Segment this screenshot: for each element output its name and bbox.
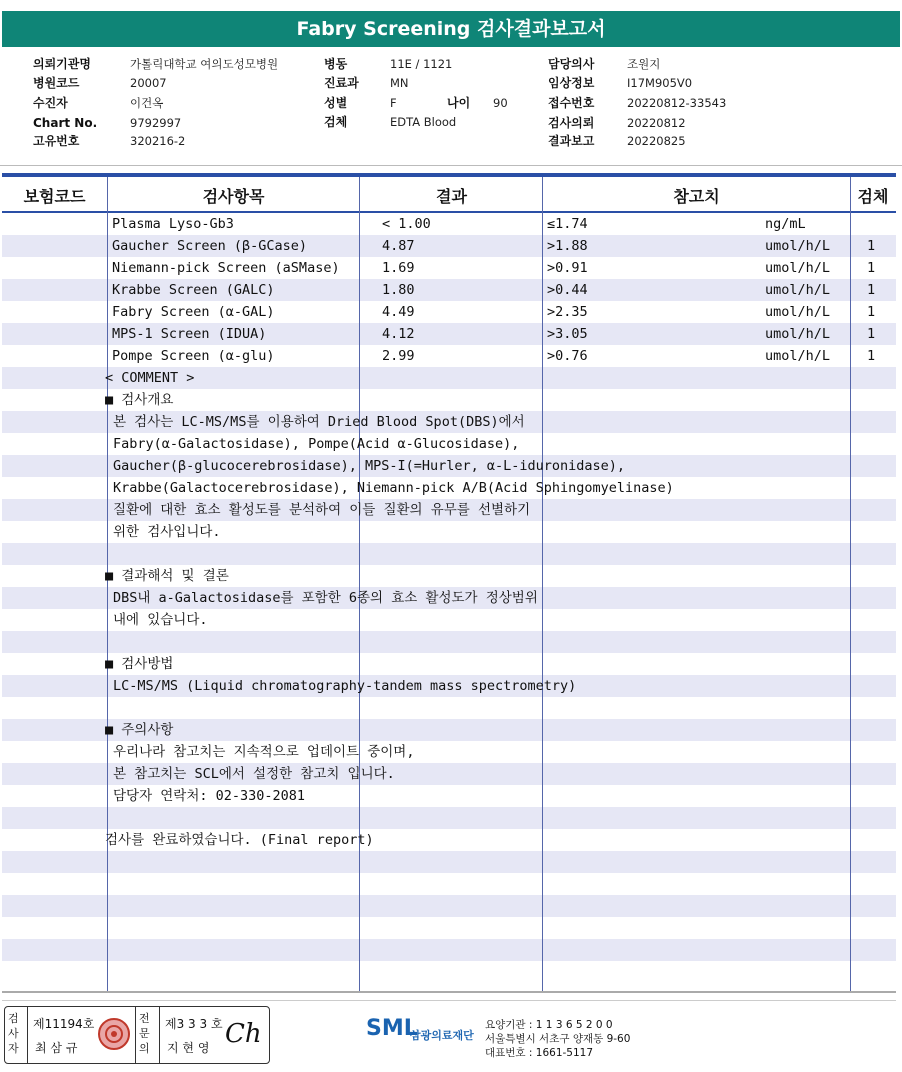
info-label: 검사의뢰: [548, 116, 595, 130]
result-table: [2, 173, 896, 991]
info-label: 의뢰기관명: [33, 57, 91, 71]
specimen-code: 1: [867, 304, 876, 320]
row-stripe: [2, 895, 896, 917]
comment-line: DBS내 a-Galactosidase를 포함한 6종의 효소 활성도가 정상범위: [113, 590, 538, 606]
header-specimen: 검체: [857, 187, 889, 206]
row-stripe: [2, 543, 896, 565]
reference-unit: umol/h/L: [765, 326, 831, 342]
info-label: 임상정보: [548, 76, 595, 90]
examiner-label: 검사자: [8, 1012, 19, 1055]
reference-value: >2.35: [547, 304, 588, 320]
reference-unit: umol/h/L: [765, 304, 831, 320]
specimen-code: 1: [867, 326, 876, 342]
info-value: EDTA Blood: [390, 115, 457, 129]
box-divider: [159, 1007, 160, 1063]
info-value: MN: [390, 76, 409, 90]
comment-line: ■ 주의사항: [105, 722, 174, 738]
box-divider: [27, 1007, 28, 1063]
test-item: MPS-1 Screen (IDUA): [112, 326, 267, 342]
reference-unit: umol/h/L: [765, 282, 831, 298]
info-value: 20220825: [627, 134, 686, 148]
info-label: 접수번호: [548, 96, 595, 110]
info-value: 이건옥: [130, 96, 164, 110]
test-result: 2.99: [382, 348, 415, 364]
info-value: 20220812: [627, 116, 686, 130]
org-name: 삼광의료재단: [410, 1029, 474, 1042]
row-stripe: [2, 851, 896, 873]
info-label: 병동: [324, 57, 348, 71]
box-divider: [135, 1007, 136, 1063]
header-result: 결과: [436, 187, 467, 206]
info-value: 20007: [130, 76, 167, 90]
comment-line: 위한 검사입니다.: [113, 524, 221, 540]
info-value: I17M905V0: [627, 76, 693, 90]
info-label: 병원코드: [33, 76, 80, 90]
info-label: 결과보고: [548, 134, 595, 148]
address: 서울특별시 서초구 양재동 9-60: [485, 1033, 631, 1045]
comment-line: 담당자 연락처: 02-330-2081: [113, 788, 306, 804]
sml-logo: SML: [366, 1016, 418, 1041]
specimen-code: 1: [867, 238, 876, 254]
info-label: 검체: [324, 115, 348, 129]
institution-code: 요양기관 : 1 1 3 6 5 2 0 0: [485, 1019, 613, 1031]
column-divider: [542, 177, 543, 991]
reference-value: >0.44: [547, 282, 588, 298]
test-item: Krabbe Screen (GALC): [112, 282, 275, 298]
comment-line: 본 참고치는 SCL에서 설정한 참고치 입니다.: [113, 766, 395, 782]
comment-line: 검사를 완료하였습니다. (Final report): [105, 832, 374, 848]
reference-value: >0.91: [547, 260, 588, 276]
info-value: 20220812-33543: [627, 96, 727, 110]
column-divider: [359, 177, 360, 991]
info-value: 320216-2: [130, 134, 186, 148]
reference-value: ≤1.74: [547, 216, 588, 232]
info-label: Chart No.: [33, 116, 98, 130]
comment-line: 질환에 대한 효소 활성도를 분석하여 이들 질환의 유무를 선별하기: [113, 502, 531, 518]
header-reference: 참고치: [673, 187, 720, 206]
specimen-code: 1: [867, 348, 876, 364]
comment-line: ■ 검사개요: [105, 392, 174, 408]
test-result: 1.80: [382, 282, 415, 298]
row-stripe: [2, 807, 896, 829]
info-label: 진료과: [324, 76, 359, 90]
seal-icon: [97, 1017, 131, 1051]
signature: Ch: [225, 1019, 262, 1049]
comment-line: 내에 있습니다.: [113, 612, 208, 628]
reference-value: >3.05: [547, 326, 588, 342]
comment-line: LC-MS/MS (Liquid chromatography-tandem mass spectrometry): [113, 678, 577, 694]
test-item: Plasma Lyso-Gb3: [112, 216, 234, 232]
test-result: < 1.00: [382, 216, 431, 232]
specialist-label: 전문의: [139, 1012, 150, 1055]
info-label: 성별: [324, 96, 348, 110]
header-test-item: 검사항목: [202, 187, 265, 206]
row-stripe: [2, 917, 896, 939]
comment-line: Krabbe(Galactocerebrosidase), Niemann-pick A/B(Acid Sphingomyelinase): [113, 480, 674, 496]
reference-value: >1.88: [547, 238, 588, 254]
test-item: Niemann-pick Screen (aSMase): [112, 260, 340, 276]
column-divider: [850, 177, 851, 991]
row-stripe: [2, 961, 896, 983]
info-label: 고유번호: [33, 134, 80, 148]
comment-line: Gaucher(β-glucocerebrosidase), MPS-I(=Hurler, α-L-iduronidase),: [113, 458, 626, 474]
test-result: 4.12: [382, 326, 415, 342]
reference-value: >0.76: [547, 348, 588, 364]
report-title: Fabry Screening 검사결과보고서: [2, 11, 900, 47]
info-value: 가톨릭대학교 여의도성모병원: [130, 57, 279, 71]
signature-box: [4, 1006, 270, 1064]
info-value: F: [390, 96, 397, 110]
age-label: 나이: [447, 96, 471, 110]
examiner-license: 제11194호: [33, 1017, 95, 1031]
examiner-name: 최 삼 규: [35, 1041, 78, 1055]
specimen-code: 1: [867, 260, 876, 276]
info-value: 11E / 1121: [390, 57, 453, 71]
footer-rule: [2, 1000, 896, 1001]
row-stripe: [2, 939, 896, 961]
age-value: 90: [493, 96, 508, 110]
comment-line: ■ 결과해석 및 결론: [105, 568, 229, 584]
divider: [0, 165, 902, 166]
comment-line: ■ 검사방법: [105, 656, 174, 672]
comment-line: 본 검사는 LC-MS/MS를 이용하여 Dried Blood Spot(DBS)에서: [113, 414, 525, 430]
comment-line: Fabry(α-Galactosidase), Pompe(Acid α-Glucosidase),: [113, 436, 520, 452]
info-label: 담당의사: [548, 57, 595, 71]
reference-unit: umol/h/L: [765, 348, 831, 364]
test-result: 4.49: [382, 304, 415, 320]
header-insurance-code: 보험코드: [23, 187, 86, 206]
table-bottom-rule: [2, 991, 896, 993]
reference-unit: ng/mL: [765, 216, 806, 232]
phone: 대표번호 : 1661-5117: [485, 1047, 594, 1059]
reference-unit: umol/h/L: [765, 238, 831, 254]
comment-line: < COMMENT >: [105, 370, 195, 386]
table-header: [2, 177, 896, 211]
row-stripe: [2, 631, 896, 653]
comment-line: 우리나라 참고치는 지속적으로 업데이트 중이며,: [113, 744, 415, 760]
specialist-name: 지 현 영: [167, 1041, 210, 1055]
info-label: 수진자: [33, 96, 68, 110]
specimen-code: 1: [867, 282, 876, 298]
info-value: 조원지: [627, 57, 661, 71]
reference-unit: umol/h/L: [765, 260, 831, 276]
test-item: Fabry Screen (α-GAL): [112, 304, 275, 320]
test-result: 1.69: [382, 260, 415, 276]
info-value: 9792997: [130, 116, 182, 130]
specialist-license: 제3 3 3 호: [165, 1017, 223, 1031]
row-stripe: [2, 697, 896, 719]
row-stripe: [2, 873, 896, 895]
test-result: 4.87: [382, 238, 415, 254]
test-item: Gaucher Screen (β-GCase): [112, 238, 308, 254]
test-item: Pompe Screen (α-glu): [112, 348, 275, 364]
